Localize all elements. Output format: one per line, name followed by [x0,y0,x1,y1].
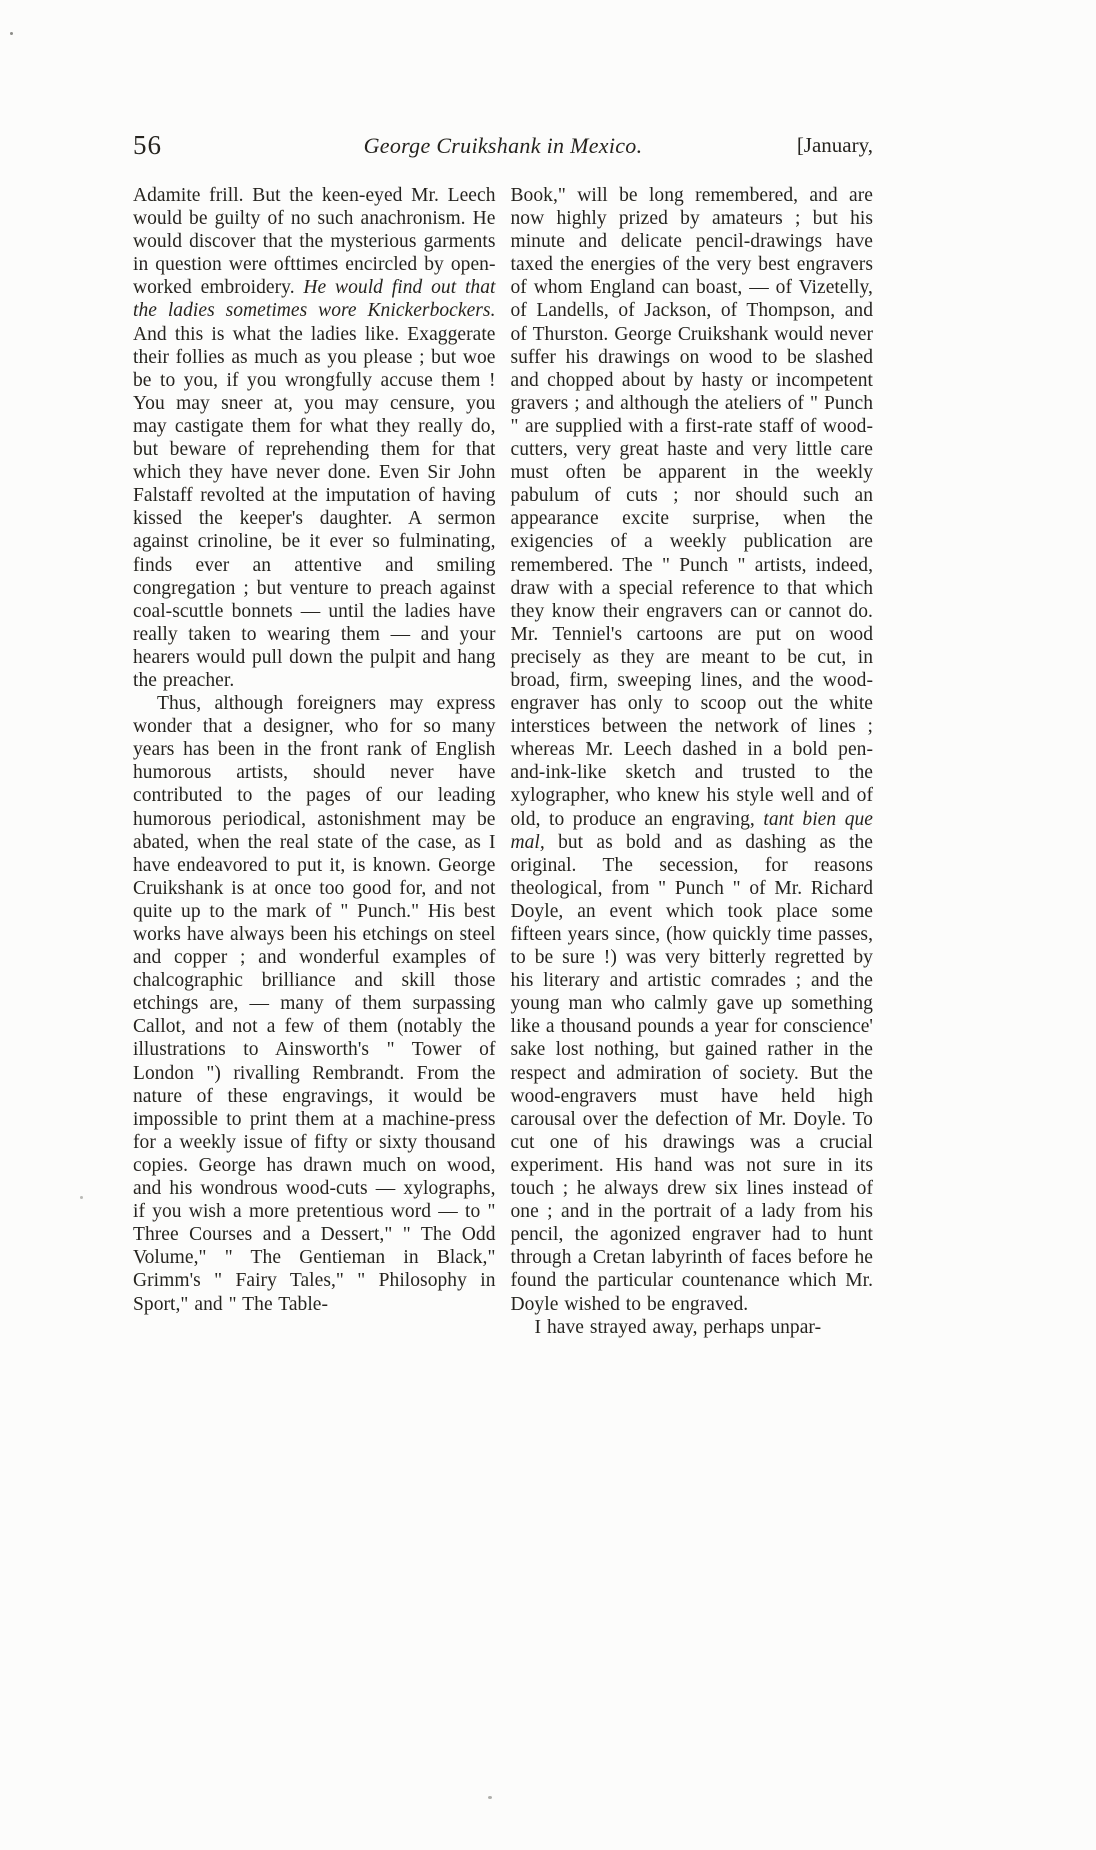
scan-artifact-dot [488,1796,492,1799]
italic-text-run: He would find out that the ladies sometimes wore Knickerbockers. [133,277,496,322]
paragraph [511,184,874,1316]
page-number: 56 [133,130,162,160]
text-run: but as bold and as dashing as the original. The secession, for reasons theological, from " Punch " of Mr. Richard Doyle, an event which took place some fifteen years since, (how quickly time passes, to be sure !) was very bitterly regretted by his literary and artistic comrades ; and the young man who calmly gave up something like a thousand pounds a year for conscience' sake lost nothing, but gained rather in the respect and admiration of society. But the wood-engravers must have held high carousal over the defection of Mr. Doyle. To cut one of his drawings was a crucial experiment. His hand was not sure in its touch ; he always drew six lines instead of one ; and in the portrait of a lady from his pencil, the agonized engraver had to hunt through a Cretan labyrinth of faces before he found the particular countenance which Mr. Doyle wished to be engraved. [510,831,873,1315]
text-columns [133,184,873,1339]
text-run: Book," will be long remembered, and are now highly prized by amateurs ; but his minute and delicate pencil-drawings have taxed the energies of the very best engravers of whom England can boast, — of Vizetelly, of Landells, of Jackson, of Thompson, and of Thurston. George Cruikshank would never suffer his drawings on wood to be slashed and chopped about by hasty or incompetent gravers ; and although the ateliers of " Punch " are supplied with a first-rate staff of wood-cutters, very great haste and very little care must often be apparent in the weekly pabulum of cuts ; nor should such an appearance excite surprise, when the exigencies of a weekly publication are remembered. The " Punch " artists, indeed, draw with a special reference to that which they know their engravers can or cannot do. Mr. Tenniel's cartoons are put on wood precisely as they are meant to be cut, in broad, firm, sweeping lines, and the wood-engraver has only to scoop out the white interstices between the network of lines ; whereas Mr. Leech dashed in a bold pen-and-ink-like sketch and trusted to the xylographer, who knew his style well and of old, to produce an engraving, [510,185,873,830]
paragraph [133,692,496,1316]
paragraph [511,1316,874,1339]
left-column [133,184,496,1339]
text-run: I have strayed away, perhaps unpar- [534,1316,822,1338]
italic-text-run: tant bien que mal, [510,808,874,853]
right-column [511,184,874,1339]
issue-date: [January, [796,133,873,157]
text-run: Adamite frill. But the keen-eyed Mr. Leech would be guilty of no such anachronism. He would discover that the mysterious garments in question were ofttimes encircled by open-worked embroidery. [133,185,496,299]
scan-artifact-dot [80,1196,83,1199]
paragraph [133,184,496,692]
running-head [133,128,873,166]
scan-artifact-dot [10,32,13,35]
text-run: Thus, although foreigners may express wonder that a designer, who for so many years has been in the front rank of English humorous artists, should never have contributed to the pages of our leading humorous periodical, astonishment may be abated, when the real state of the case, as I have endeavored to put it, is known. George Cruikshank is at once too good for, and not quite up to the mark of " Punch." His best works have always been his etchings on steel and copper ; and wonderful examples of chalcographic brilliance and skill those etchings are, — many of them surpassing Callot, and not a few of them (notably the illustrations to Ainsworth's " Tower of London ") rivalling Rembrandt. From the nature of these engravings, it would be impossible to print them at a machine-press for a weekly issue of fifty or sixty thousand copies. George has drawn much on wood, and his wondrous wood-cuts — xylographs, if you wish a more pretentious word — to " Three Courses and a Dessert," " The Odd Volume," " The Gentieman in Black," Grimm's " Fairy Tales," " Philosophy in Sport," and " The Table- [133,693,496,1315]
text-run: And this is what the ladies like. Exaggerate their follies as much as you please ; but woe be to you, if you wrongfully accuse them ! You may sneer at, you may censure, you may castigate them for what they really do, but beware of reprehending them for that which they have never done. Even Sir John Falstaff revolted at the imputation of having kissed the keeper's daughter. A sermon against crinoline, be it ever so fulminating, finds ever an attentive and smiling congregation ; but venture to preach against coal-scuttle bonnets — until the ladies have really taken to wearing them — and your hearers would pull down the pulpit and hang the preacher. [133,323,496,691]
running-title: George Cruikshank in Mexico. [363,133,643,158]
